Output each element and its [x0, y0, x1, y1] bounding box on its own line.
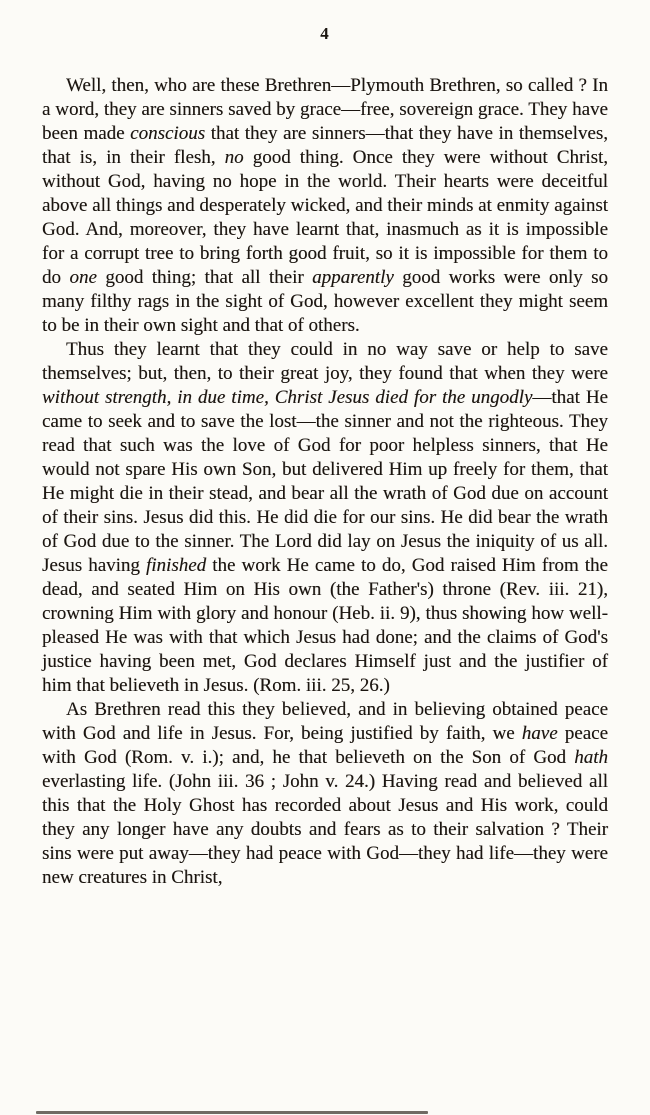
text-segment: As Brethren read this they believed, and in believing obtained peace with God and life in Jesus. For, being justified by faith, we — [42, 699, 608, 744]
italic-segment: hath — [574, 747, 608, 768]
italic-segment: apparently — [312, 267, 394, 288]
italic-segment: without strength, in due time, Christ Jesus died for the ungodly — [42, 387, 533, 408]
italic-segment: no — [224, 147, 244, 168]
text-segment: the work He came to do, God raised Him from the dead, and seated Him on His own (the Father's) throne (Rev. iii. 21), crowning Him with glory and honour (Heb. ii. 9), thus showing how well-pleased He was with that which Jesus had done; and the claims of God's justice having been met, God declares Himself just and the justifier of him that believeth in Jesus. (Rom. iii. 25, 26.) — [42, 555, 608, 696]
text-segment: that they are sinners—that they have in themselves, that is, in their flesh, — [42, 123, 608, 168]
text-segment: good works were only so many filthy rags in the sight of God, however excellent they might seem to be in their own sight and that of others. — [42, 267, 609, 336]
text-segment: peace with God (Rom. v. i.); and, he that believeth on the Son of God — [42, 723, 608, 768]
italic-segment: finished — [145, 555, 207, 576]
text-segment: good thing; that all their — [96, 267, 313, 288]
page-number: 4 — [320, 24, 330, 43]
italic-segment: conscious — [130, 123, 206, 144]
text-segment: everlasting life. (John iii. 36 ; John v. 24.) Having read and believed all this that the Holy Ghost has recorded about Jesus and His work, could they any longer have any doubts and fears as to their salvation ? Their sins were put away—they had peace with God—they had life—they were new creatures in Christ, — [42, 771, 608, 888]
paragraph — [42, 698, 608, 890]
italic-segment: one — [69, 267, 97, 288]
text-segment: good thing. Once they were without Christ, without God, having no hope in the world. Their hearts were deceitful above all things and desperately wicked, and their minds at enmity against God. And, moreover, they have learnt that, inasmuch as it is impossible for a corrupt tree to bring forth good fruit, so it is impossible for them to do — [42, 147, 608, 288]
paragraph — [42, 338, 608, 698]
italic-segment: have — [521, 723, 558, 744]
text-block — [42, 74, 608, 890]
text-segment: Thus they learnt that they could in no way save or help to save themselves; but, then, to their great joy, they found that when they were — [42, 339, 608, 384]
text-segment: Well, then, who are these Brethren—Plymouth Brethren, so called ? In a word, they are sinners saved by grace—free, sovereign grace. They have been made — [42, 75, 608, 144]
text-segment: —that He came to seek and to save the lost—the sinner and not the righteous. They read that such was the love of God for poor helpless sinners, that He would not spare His own Son, but delivered Him up freely for them, that He might die in their stead, and bear all the wrath of God due on account of their sins. Jesus did this. He did die for our sins. He did bear the wrath of God due to the sinner. The Lord did lay on Jesus the iniquity of us all. Jesus having — [42, 387, 608, 576]
scan-artifact-bottom-edge — [36, 1111, 428, 1114]
paragraph — [42, 74, 608, 338]
